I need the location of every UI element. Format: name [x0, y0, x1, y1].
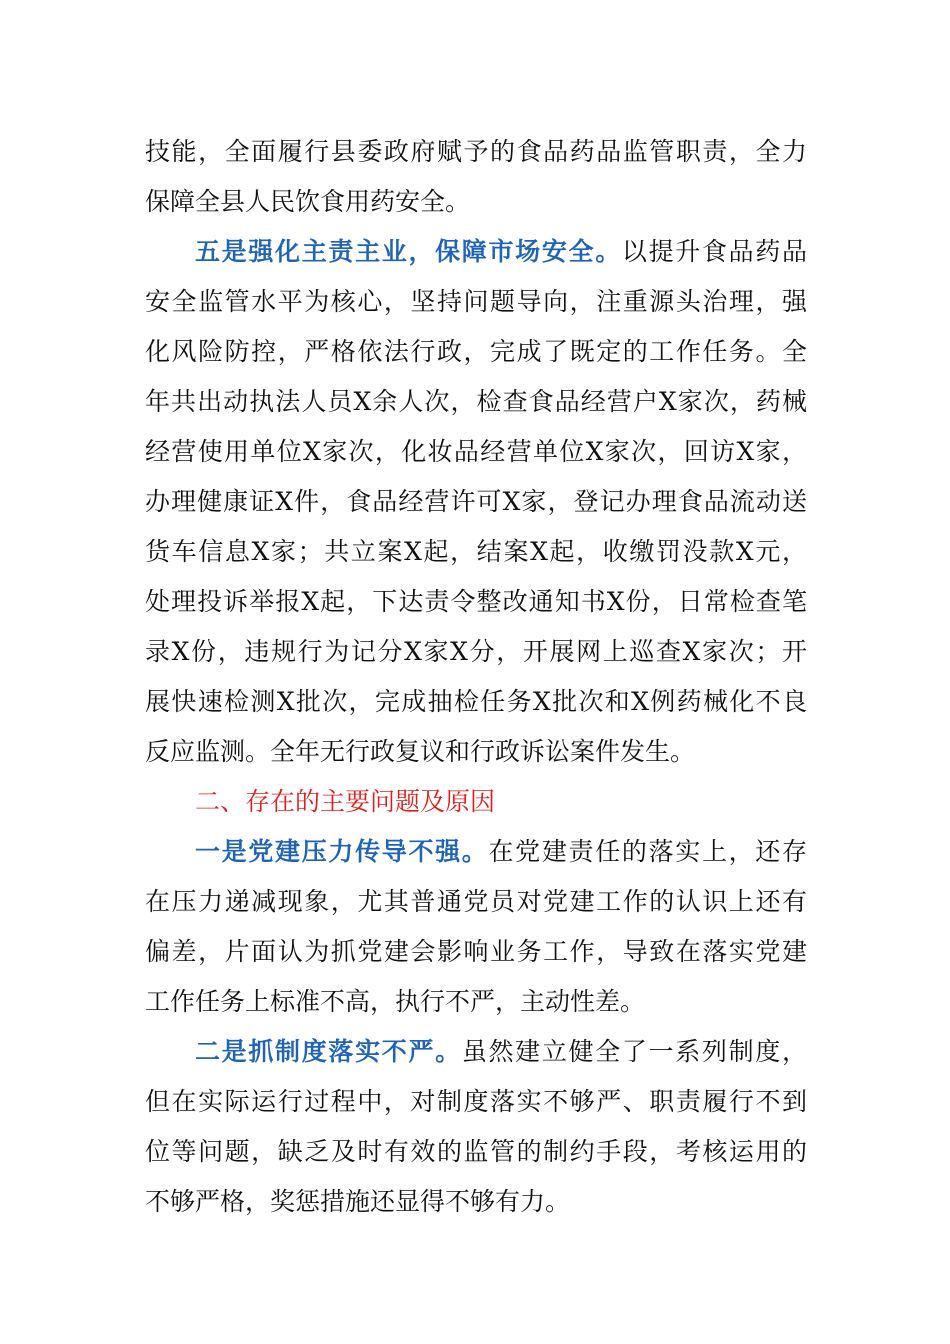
paragraph-line: 二是抓制度落实不严。虽然建立健全了一系列制度， — [195, 1037, 807, 1066]
paragraph-line: 技能，全面履行县委政府赋予的食品药品监管职责，全力 — [145, 137, 807, 166]
paragraph-line: 展快速检测X批次，完成抽检任务X批次和X例药械化不良 — [145, 687, 807, 716]
paragraph-line: 保障全县人民饮食用药安全。 — [145, 187, 471, 216]
section-heading: 二、存在的主要问题及原因 — [195, 787, 496, 816]
paragraph-line: 处理投诉举报X起，下达责令整改通知书X份，日常检查笔 — [145, 587, 807, 616]
paragraph-line: 化风险防控，严格依法行政，完成了既定的工作任务。全 — [145, 337, 807, 366]
paragraph-line: 在压力递减现象，尤其普通党员对党建工作的认识上还有 — [145, 887, 807, 916]
paragraph-line: 办理健康证X件，食品经营许可X家，登记办理食品流动送 — [145, 487, 807, 516]
paragraph-line: 五是强化主责主业，保障市场安全。以提升食品药品 — [195, 237, 807, 266]
paragraph-line: 位等问题，缺乏及时有效的监管的制约手段，考核运用的 — [145, 1137, 807, 1166]
paragraph-line: 经营使用单位X家次，化妆品经营单位X家次，回访X家， — [145, 437, 807, 466]
paragraph-line: 录X份，违规行为记分X家X分，开展网上巡查X家次；开 — [145, 637, 807, 666]
paragraph-line: 安全监管水平为核心，坚持问题导向，注重源头治理，强 — [145, 287, 807, 316]
paragraph-line: 年共出动执法人员X余人次，检查食品经营户X家次，药械 — [145, 387, 807, 416]
section-lead: 五是强化主责主业，保障市场安全。 — [195, 237, 622, 266]
paragraph-line: 一是党建压力传导不强。在党建责任的落实上，还存 — [195, 837, 807, 866]
paragraph-line: 但在实际运行过程中，对制度落实不够严、职责履行不到 — [145, 1087, 807, 1116]
paragraph-line: 反应监测。全年无行政复议和行政诉讼案件发生。 — [145, 737, 696, 766]
paragraph-line: 偏差，片面认为抓党建会影响业务工作，导致在落实党建 — [145, 937, 807, 966]
section-lead: 一是党建压力传导不强。 — [195, 837, 489, 866]
paragraph-line: 货车信息X家；共立案X起，结案X起，收缴罚没款X元， — [145, 537, 807, 566]
paragraph-line: 不够严格，奖惩措施还显得不够有力。 — [145, 1187, 571, 1216]
paragraph-line: 工作任务上标准不高，执行不严，主动性差。 — [145, 987, 646, 1016]
section-lead: 二是抓制度落实不严。 — [195, 1037, 462, 1066]
